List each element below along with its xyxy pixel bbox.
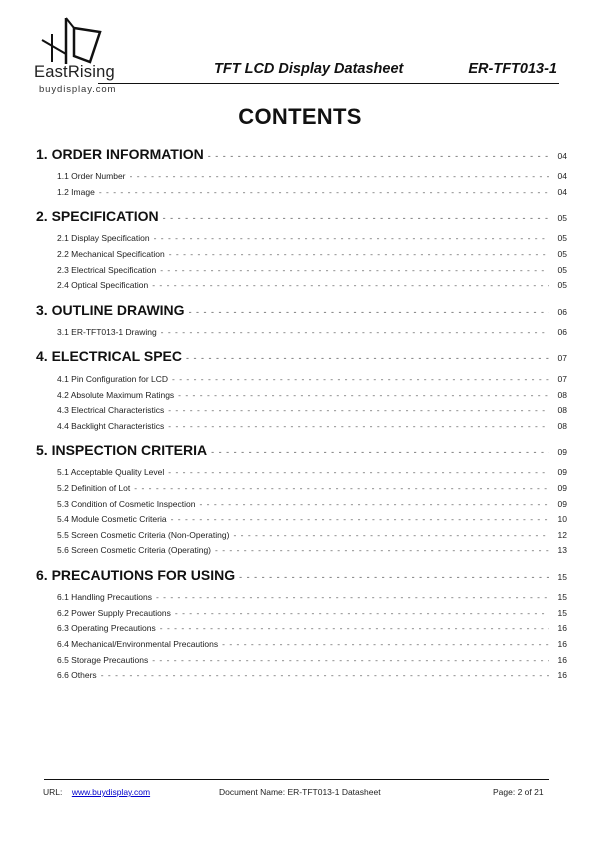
footer-url-link[interactable]: www.buydisplay.com xyxy=(71,787,151,797)
toc-label: 3. OUTLINE DRAWING xyxy=(36,302,185,318)
toc-page: 06 xyxy=(557,327,567,337)
toc-item-others[interactable] xyxy=(57,670,567,680)
toc-leader xyxy=(168,405,549,415)
toc-page: 12 xyxy=(557,530,567,540)
toc-item-image[interactable] xyxy=(57,187,567,197)
toc-page: 16 xyxy=(557,670,567,680)
toc-leader xyxy=(134,483,549,493)
toc-page: 09 xyxy=(557,499,567,509)
toc-page: 04 xyxy=(557,187,567,197)
toc-item-mechanical-environmental-precautions[interactable] xyxy=(57,639,567,649)
toc-leader xyxy=(215,545,549,555)
toc-leader xyxy=(189,307,549,317)
toc-leader xyxy=(168,467,549,477)
toc-label: 4. ELECTRICAL SPEC xyxy=(36,348,182,364)
toc-item-pin-configuration[interactable] xyxy=(57,374,567,384)
toc-page: 04 xyxy=(557,171,567,181)
toc-label: 6.3 Operating Precautions xyxy=(57,623,156,633)
toc-item-absolute-maximum-ratings[interactable] xyxy=(57,390,567,400)
toc-page: 08 xyxy=(557,390,567,400)
toc-page: 09 xyxy=(557,447,567,457)
toc-leader xyxy=(101,670,549,680)
toc-page: 05 xyxy=(557,233,567,243)
toc-leader xyxy=(130,171,550,181)
toc-label: 5.5 Screen Cosmetic Criteria (Non-Operating) xyxy=(57,530,230,540)
toc-label: 4.1 Pin Configuration for LCD xyxy=(57,374,169,384)
toc-item-handling-precautions[interactable] xyxy=(57,592,567,602)
toc-label: 2.4 Optical Specification xyxy=(57,280,149,290)
footer-url xyxy=(43,787,150,797)
toc-page: 15 xyxy=(557,592,567,602)
toc-leader xyxy=(186,353,549,363)
toc-section-inspection-criteria[interactable] xyxy=(36,442,567,458)
toc-label: 4.2 Absolute Maximum Ratings xyxy=(57,390,175,400)
footer-document-name: Document Name: ER-TFT013-1 Datasheet xyxy=(219,787,381,797)
footer-page-number: Page: 2 of 21 xyxy=(493,787,544,797)
toc-leader xyxy=(172,374,549,384)
toc-page: 04 xyxy=(557,151,567,161)
toc-item-electrical-characteristics[interactable] xyxy=(57,405,567,415)
toc-page: 05 xyxy=(557,249,567,259)
toc-label: 2.3 Electrical Specification xyxy=(57,265,157,275)
toc-label: 3.1 ER-TFT013-1 Drawing xyxy=(57,327,157,337)
toc-leader xyxy=(208,151,549,161)
brand-site: buydisplay.com xyxy=(39,84,117,95)
toc-item-condition-of-cosmetic-inspection[interactable] xyxy=(57,499,567,509)
toc-label: 5.6 Screen Cosmetic Criteria (Operating) xyxy=(57,545,212,555)
toc-label: 1.2 Image xyxy=(57,187,95,197)
toc-label: 6.2 Power Supply Precautions xyxy=(57,608,171,618)
toc-label: 2. SPECIFICATION xyxy=(36,208,159,224)
toc-item-mechanical-specification[interactable] xyxy=(57,249,567,259)
toc-leader xyxy=(239,572,549,582)
toc-page: 09 xyxy=(557,467,567,477)
toc-item-screen-criteria-non-operating[interactable] xyxy=(57,530,567,540)
toc-leader xyxy=(99,187,549,197)
footer-url-label: URL: xyxy=(43,787,63,797)
toc-item-storage-precautions[interactable] xyxy=(57,655,567,665)
eastrising-logo-mark-icon xyxy=(38,14,104,66)
toc-item-optical-specification[interactable] xyxy=(57,280,567,290)
toc-section-electrical-spec[interactable] xyxy=(36,348,567,364)
toc-page: 15 xyxy=(557,608,567,618)
toc-label: 5.2 Definition of Lot xyxy=(57,483,131,493)
toc-label: 5. INSPECTION CRITERIA xyxy=(36,442,208,458)
toc-item-screen-criteria-operating[interactable] xyxy=(57,545,567,555)
toc-page: 07 xyxy=(557,353,567,363)
toc-page: 08 xyxy=(557,421,567,431)
toc-item-acceptable-quality-level[interactable] xyxy=(57,467,567,477)
toc-item-module-cosmetic-criteria[interactable] xyxy=(57,514,567,524)
toc-leader xyxy=(160,623,549,633)
toc-leader xyxy=(161,327,549,337)
toc-label: 6. PRECAUTIONS FOR USING xyxy=(36,567,236,583)
toc-leader xyxy=(233,530,549,540)
toc-item-display-specification[interactable] xyxy=(57,233,567,243)
toc-section-specification[interactable] xyxy=(36,208,567,224)
toc-item-electrical-specification[interactable] xyxy=(57,265,567,275)
toc-leader xyxy=(168,421,549,431)
toc-item-drawing[interactable] xyxy=(57,327,567,337)
toc-section-order-information[interactable] xyxy=(36,146,567,162)
toc-label: 2.2 Mechanical Specification xyxy=(57,249,165,259)
toc-page: 05 xyxy=(557,213,567,223)
toc-page: 16 xyxy=(557,639,567,649)
toc-section-precautions[interactable] xyxy=(36,567,567,583)
page-title: CONTENTS xyxy=(238,104,362,129)
footer-divider xyxy=(44,779,549,780)
toc-item-definition-of-lot[interactable] xyxy=(57,483,567,493)
toc-page: 16 xyxy=(557,623,567,633)
toc-label: 4.4 Backlight Characteristics xyxy=(57,421,165,431)
toc-leader xyxy=(152,655,549,665)
toc-label: 5.1 Acceptable Quality Level xyxy=(57,467,165,477)
toc-leader xyxy=(169,249,549,259)
toc-item-power-supply-precautions[interactable] xyxy=(57,608,567,618)
toc-item-operating-precautions[interactable] xyxy=(57,623,567,633)
toc-item-backlight-characteristics[interactable] xyxy=(57,421,567,431)
toc-label: 6.4 Mechanical/Environmental Precautions xyxy=(57,639,219,649)
toc-label: 4.3 Electrical Characteristics xyxy=(57,405,165,415)
toc-page: 05 xyxy=(557,280,567,290)
toc-section-outline-drawing[interactable] xyxy=(36,302,567,318)
toc-leader xyxy=(222,639,549,649)
toc-page: 08 xyxy=(557,405,567,415)
toc-label: 2.1 Display Specification xyxy=(57,233,150,243)
brand-name: EastRising xyxy=(34,63,115,81)
toc-leader xyxy=(211,447,549,457)
header-divider xyxy=(98,83,559,84)
toc-leader xyxy=(152,280,549,290)
toc-leader xyxy=(156,592,549,602)
toc-leader xyxy=(171,514,549,524)
toc-page: 15 xyxy=(557,572,567,582)
document-model: ER-TFT013-1 xyxy=(468,61,557,77)
toc-page: 13 xyxy=(557,545,567,555)
toc-leader xyxy=(178,390,549,400)
toc-label: 1. ORDER INFORMATION xyxy=(36,146,204,162)
toc-page: 16 xyxy=(557,655,567,665)
toc-label: 6.1 Handling Precautions xyxy=(57,592,152,602)
toc-page: 05 xyxy=(557,265,567,275)
toc-page: 06 xyxy=(557,307,567,317)
toc-leader xyxy=(160,265,549,275)
toc-leader xyxy=(154,233,549,243)
document-title: TFT LCD Display Datasheet xyxy=(214,61,404,77)
toc-label: 5.3 Condition of Cosmetic Inspection xyxy=(57,499,196,509)
toc-page: 10 xyxy=(557,514,567,524)
toc-label: 1.1 Order Number xyxy=(57,171,126,181)
toc-label: 5.4 Module Cosmetic Criteria xyxy=(57,514,167,524)
toc-page: 09 xyxy=(557,483,567,493)
toc-label: 6.6 Others xyxy=(57,670,97,680)
toc-page: 07 xyxy=(557,374,567,384)
toc-label: 6.5 Storage Precautions xyxy=(57,655,149,665)
toc-leader xyxy=(199,499,549,509)
toc-item-order-number[interactable] xyxy=(57,171,567,181)
toc-leader xyxy=(175,608,549,618)
toc-leader xyxy=(163,213,549,223)
